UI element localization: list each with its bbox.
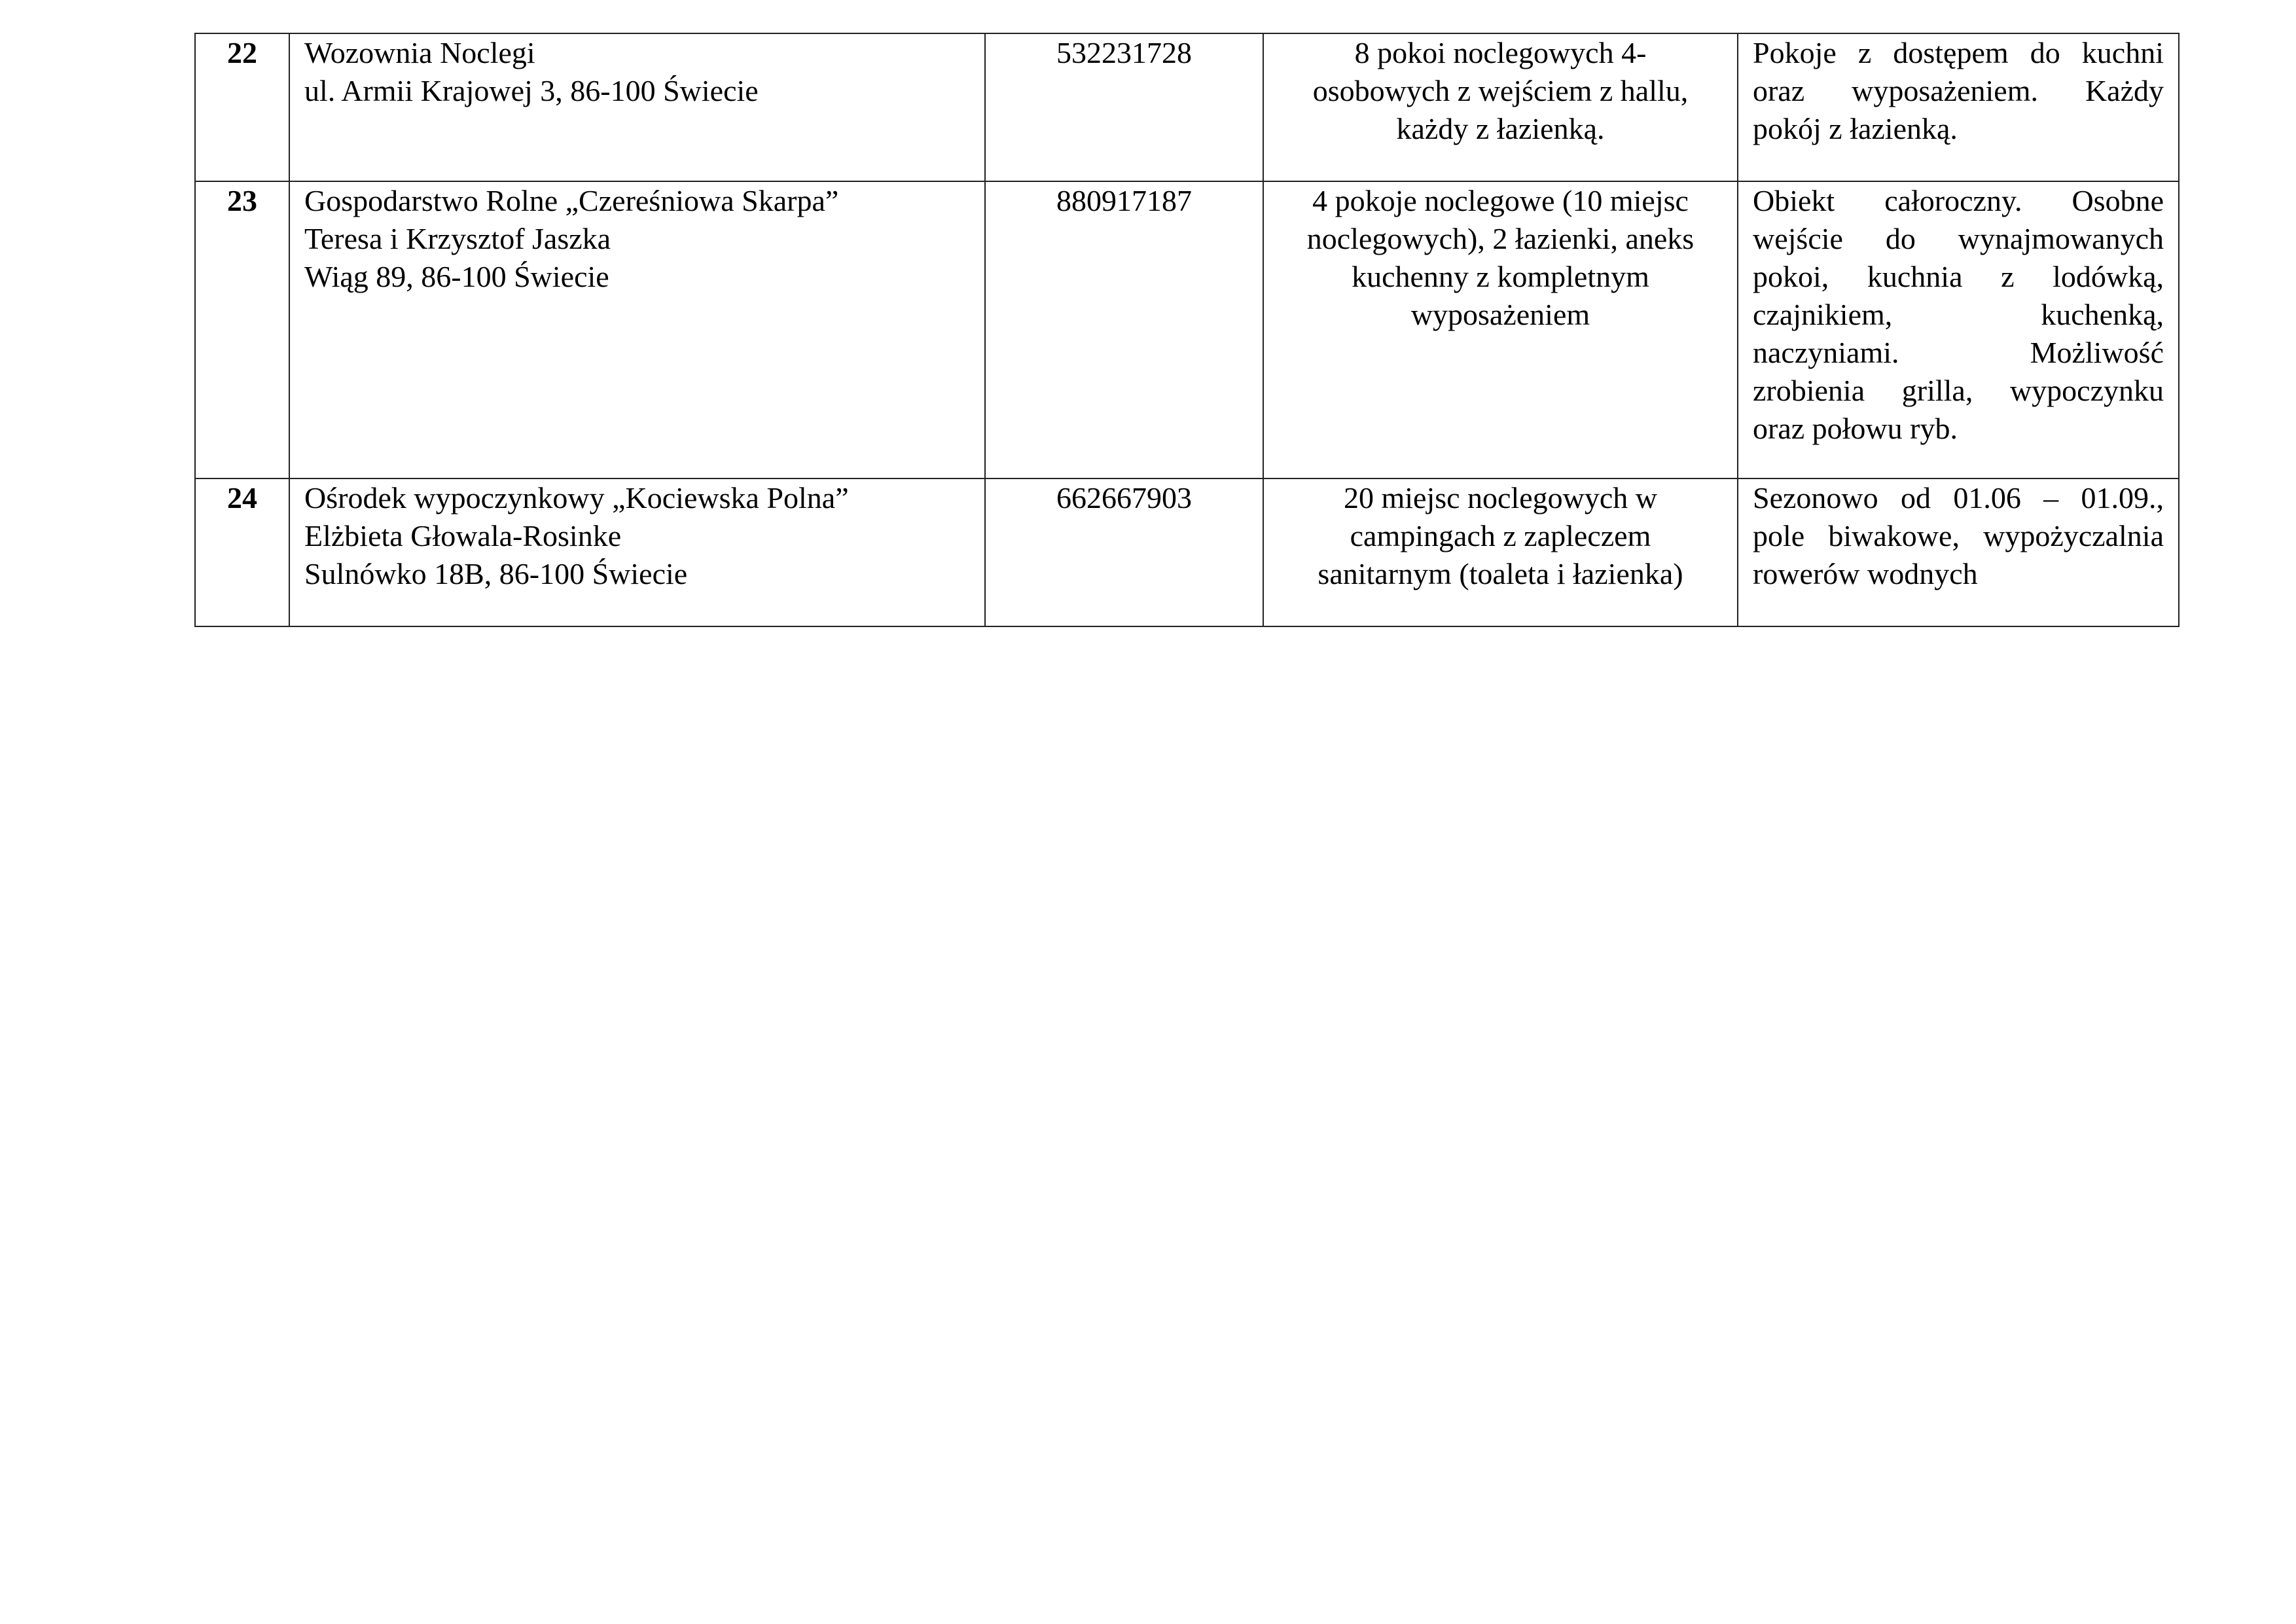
text-line: pokoi, kuchnia z lodówką, <box>1753 260 2164 293</box>
table-row <box>195 181 2179 478</box>
text-line: zrobienia grilla, wypoczynku <box>1753 374 2164 407</box>
lodging-table <box>194 33 2179 627</box>
text-line: pokój z łazienką. <box>1753 112 1958 145</box>
text-line: Sezonowo od 01.06 – 01.09., <box>1753 481 2164 514</box>
phone-number: 880917187 <box>985 181 1263 478</box>
text-line: noclegowych), 2 łazienki, aneks <box>1306 222 1695 255</box>
notes <box>1738 181 2179 478</box>
facility-name-address <box>289 181 985 478</box>
row-number: 22 <box>195 33 289 181</box>
rooms-description <box>1263 181 1738 478</box>
text-line: Elżbieta Głowala-Rosinke <box>304 519 622 552</box>
text-line: Wiąg 89, 86-100 Świecie <box>304 260 609 293</box>
rooms-description <box>1263 33 1738 181</box>
text-line: 8 pokoi noclegowych 4- <box>1354 36 1647 69</box>
facility-name-address <box>289 33 985 181</box>
text-line: 20 miejsc noclegowych w <box>1343 481 1658 514</box>
notes <box>1738 33 2179 181</box>
text-line: każdy z łazienką. <box>1396 112 1605 145</box>
text-line: ul. Armii Krajowej 3, 86-100 Świecie <box>304 74 759 107</box>
text-line: rowerów wodnych <box>1753 557 1978 590</box>
phone-number: 662667903 <box>985 478 1263 626</box>
text-line: 4 pokoje noclegowe (10 miejsc <box>1312 184 1689 217</box>
text-line: Ośrodek wypoczynkowy „Kociewska Polna” <box>304 481 849 514</box>
text-line: campingach z zapleczem <box>1350 519 1651 552</box>
text-line: Pokoje z dostępem do kuchni <box>1753 36 2164 69</box>
text-line: Teresa i Krzysztof Jaszka <box>304 222 611 255</box>
rooms-description <box>1263 478 1738 626</box>
row-number: 23 <box>195 181 289 478</box>
row-number: 24 <box>195 478 289 626</box>
text-line: oraz połowu ryb. <box>1753 412 1958 445</box>
text-line: Wozownia Noclegi <box>304 36 535 69</box>
notes <box>1738 478 2179 626</box>
facility-name-address <box>289 478 985 626</box>
table-row <box>195 33 2179 181</box>
text-line: Obiekt całoroczny. Osobne <box>1753 184 2164 217</box>
text-line: wyposażeniem <box>1410 298 1590 331</box>
phone-number: 532231728 <box>985 33 1263 181</box>
text-line: sanitarnym (toaleta i łazienka) <box>1318 557 1683 590</box>
text-line: Sulnówko 18B, 86-100 Świecie <box>304 557 688 590</box>
text-line: naczyniami. Możliwość <box>1753 336 2164 369</box>
text-line: czajnikiem, kuchenką, <box>1753 298 2164 331</box>
text-line: kuchenny z kompletnym <box>1352 260 1649 293</box>
text-line: oraz wyposażeniem. Każdy <box>1753 74 2164 107</box>
table-row <box>195 478 2179 626</box>
text-line: Gospodarstwo Rolne „Czereśniowa Skarpa” <box>304 184 839 217</box>
text-line: wejście do wynajmowanych <box>1753 222 2164 255</box>
text-line: osobowych z wejściem z hallu, <box>1312 74 1689 107</box>
text-line: pole biwakowe, wypożyczalnia <box>1753 519 2164 552</box>
